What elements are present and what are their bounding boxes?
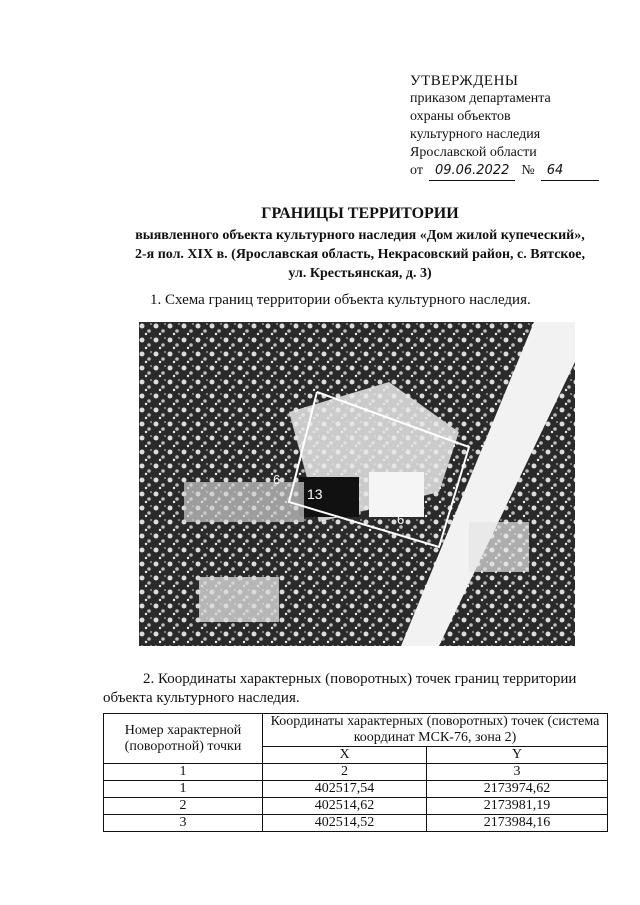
cell-y: 2173984,16 bbox=[427, 815, 608, 832]
cell-x: 402517,54 bbox=[263, 781, 427, 798]
coordinates-table bbox=[103, 713, 608, 832]
title-line: 2-я пол. XIX в. (Ярославская область, Некрасовский район, с. Вятское, bbox=[134, 247, 586, 262]
header-y: Y bbox=[427, 747, 608, 764]
approval-date: 09.06.2022 bbox=[429, 162, 515, 181]
approval-line: Ярославской области bbox=[410, 145, 537, 160]
col-num: 2 bbox=[263, 764, 427, 781]
map-label: 6 bbox=[397, 512, 405, 527]
col-num: 1 bbox=[104, 764, 263, 781]
header-x: X bbox=[263, 747, 427, 764]
aerial-map-scheme bbox=[139, 322, 575, 646]
section-1-heading: 1. Схема границ территории объекта культурного наследия. bbox=[150, 292, 531, 308]
approval-block bbox=[410, 72, 599, 181]
section-2-line: объекта культурного наследия. bbox=[103, 690, 300, 706]
cell-point: 3 bbox=[104, 815, 263, 832]
cell-x: 402514,62 bbox=[263, 798, 427, 815]
number-prefix: № bbox=[521, 163, 535, 178]
col-num: 3 bbox=[427, 764, 608, 781]
section-2-line: 2. Координаты характерных (поворотных) точек границ территории bbox=[143, 671, 577, 687]
cell-x: 402514,52 bbox=[263, 815, 427, 832]
approval-title: УТВЕРЖДЕНЫ bbox=[410, 73, 519, 89]
cell-y: 2173974,62 bbox=[427, 781, 608, 798]
approval-number: 64 bbox=[541, 162, 599, 181]
cell-point: 2 bbox=[104, 798, 263, 815]
title-line: ул. Крестьянская, д. 3) bbox=[288, 266, 432, 281]
table-row bbox=[104, 815, 608, 832]
cell-point: 1 bbox=[104, 781, 263, 798]
table-row bbox=[104, 798, 608, 815]
title-main: ГРАНИЦЫ ТЕРРИТОРИИ bbox=[261, 205, 459, 222]
aerial-photo bbox=[139, 322, 575, 646]
header-coords: Координаты характерных (поворотных) точек (система координат МСК-76, зона 2) bbox=[263, 714, 608, 747]
approval-line: охраны объектов bbox=[410, 109, 511, 124]
map-label: 13 bbox=[307, 486, 323, 502]
approval-line: приказом департамента bbox=[410, 91, 551, 106]
map-label: 6 bbox=[273, 472, 281, 487]
section-2-heading bbox=[103, 670, 606, 708]
table-colnum-row bbox=[104, 764, 608, 781]
table-header-row bbox=[104, 714, 608, 747]
title-line: выявленного объекта культурного наследия «Дом жилой купеческий», bbox=[135, 228, 585, 243]
cell-y: 2173981,19 bbox=[427, 798, 608, 815]
table-row bbox=[104, 781, 608, 798]
approval-date-line bbox=[410, 162, 599, 181]
approval-line: культурного наследия bbox=[410, 127, 541, 142]
document-title bbox=[100, 205, 620, 283]
date-prefix: от bbox=[410, 163, 423, 178]
header-point: Номер характерной (поворотной) точки bbox=[104, 714, 263, 764]
